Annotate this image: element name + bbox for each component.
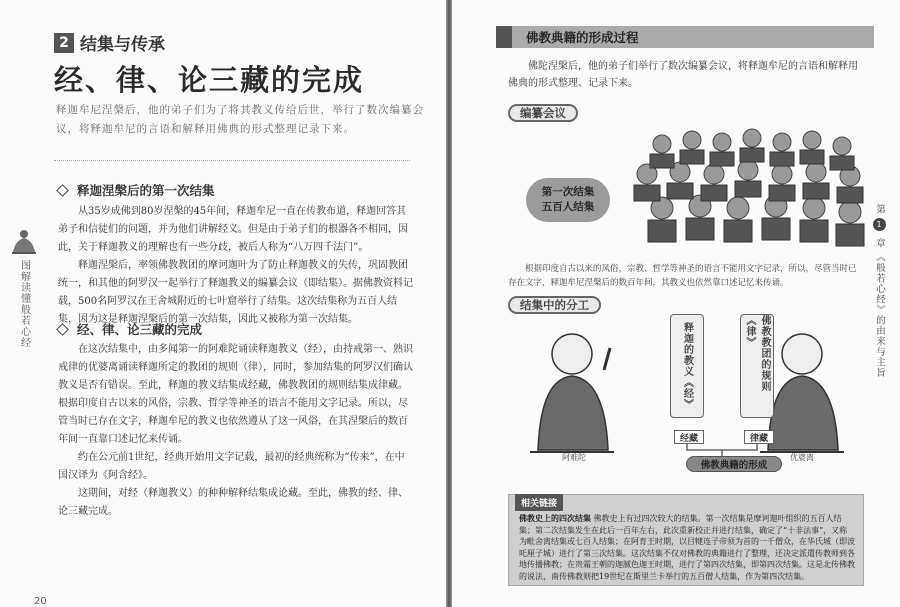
related-tag: 相关链接: [515, 494, 563, 511]
paragraph: 这期间，对经（释迦教义）的种种解释结集成论藏。至此，佛教的经、律、论三藏完成。: [58, 488, 408, 517]
diamond-icon: [56, 323, 69, 336]
paragraph: 释迦涅槃后，率领佛教教团的摩诃迦叶为了防止释迦教义的失传，巩固教团统一，和其他的阿罗汉一起举行了释迦教义的编纂会议（即结集）。据佛教资料记载，500名阿罗汉在王舍城附近的七叶窟举行了结集。这次结集称为五百人结集，因为这是释迦涅槃后的第一次结集，因此又被称为第一次结集。: [58, 260, 413, 325]
divider: [54, 160, 410, 161]
related-heading: 佛教史上的四次结集: [519, 514, 591, 523]
chapter-number: 1: [873, 218, 886, 231]
monk-ananda-figure: [530, 334, 614, 452]
page-title: 经、律、论三藏的完成: [54, 63, 365, 97]
section-title: 结集与传承: [80, 35, 165, 55]
division-diagram: [512, 300, 862, 470]
left-page: [0, 0, 446, 607]
subsection-body-first-council: [58, 203, 414, 329]
scroll-vinaya: [740, 314, 774, 418]
chapter-prefix: 第: [874, 204, 885, 215]
diamond-icon: [56, 184, 69, 197]
illustration-caption: 根据印度自古以来的风俗，宗教、哲学等神圣的语言不能用文字记录，所以，尽管当时已存在文字，释迦牟尼涅槃后的数百年间，其教义也依然靠口述记忆来传诵。: [508, 264, 857, 288]
scroll-sutra: [670, 314, 704, 418]
scroll-label: 佛教教团的规则《律》: [744, 315, 770, 392]
monk-name-ananda: 阿难陀: [562, 453, 586, 462]
buddha-icon: [10, 228, 38, 256]
section-banner: [496, 26, 874, 48]
division-label: 结集中的分工: [508, 296, 601, 314]
monks-assembly-illustration: [622, 122, 872, 257]
book-title-vertical: 图解读懂般若心经: [18, 260, 30, 348]
page-number: 20: [34, 596, 47, 607]
result-label: 佛教典籍的形成: [686, 456, 782, 472]
subsection-heading-first-council: [58, 181, 215, 199]
chapter-title-vertical: 《般若心经》的由来与主旨: [874, 252, 885, 378]
related-text: [519, 513, 855, 582]
subsection-title: 经、律、论三藏的完成: [77, 322, 203, 337]
tag-vinaya-pitaka: 律藏: [744, 430, 774, 444]
chapter-side-tab: [866, 200, 892, 378]
side-navigation-tab: [10, 228, 38, 348]
intro-text: 释迦牟尼涅槃后，他的弟子们为了将其教义传给后世，举行了数次编纂会议，将释迦牟尼的言语和解释用佛典的形式整理记录下来。: [56, 104, 424, 135]
intro-text: 佛陀涅槃后，他的弟子们举行了数次编纂会议，将释迦牟尼的言语和解释用佛典的形式整理、记录下来。: [508, 61, 858, 89]
section-number: 2: [54, 33, 74, 53]
chapter-suffix: 章: [874, 237, 885, 248]
paragraph: 从35岁成佛到80岁涅槃的45年间，释迦牟尼一直在传教布道，释迦回答其弟子和信徒们的问题，并为他们讲解经义。但是由于弟子们的根器各不相同，因此，关于释迦教义的理解也有一些分歧，被后人称为“八万四千法门”。: [58, 206, 408, 253]
paragraph: 在这次结集中，由多闻第一的阿难陀诵读释迦教义（经），由持戒第一、熟识戒律的优婆离诵读释迦所定的教团的规则（律），同时，参加结集的阿罗汉们确认教义是否有错误。至此，释迦的教义结集成经藏，佛教教团的规则结集成律藏。根据印度自古以来的风俗，宗教、哲学等神圣的语言不能用文字记录。所以，尽管当时已存在文字，释迦牟尼的教义也依然遵从了这一风俗，在其涅槃后的数百年间一直靠口述记忆来传诵。: [58, 344, 413, 445]
subsection-heading-tripitaka: [58, 320, 202, 338]
speech-line: 第一次结集: [541, 186, 595, 198]
council-label: 编纂会议: [508, 104, 578, 122]
speech-bubble: [526, 178, 610, 222]
subsection-body-tripitaka: [58, 341, 414, 521]
section-header: [54, 30, 165, 55]
scroll-label: 释迦的教义《经》: [681, 322, 693, 410]
paragraph: 约在公元前1世纪，经典开始用文字记载，最初的经典统称为“传来”，在中国汉译为《阿含经》。: [58, 452, 405, 481]
subsection-title: 释迦涅槃后的第一次结集: [77, 183, 215, 198]
right-page: [452, 0, 900, 607]
related-body: 佛教史上有过四次较大的结集。第一次结集是摩诃迦叶组织的五百人结集；第二次结集发生在此后一百年左右，此次重新校正并进行结集，确定了“十非法事”，又称为毗舍离结集或七百人结集；在阿育王时期，以目犍连子帝须为首的一千僧众，在华氏城（即波吒厘子城）进行了第三次结集。这次结集不仅对佛教的典籍进行了整理，还决定派遣传教师到各地传播佛教；在贵霜王朝的迦腻色迦王时期，进行了第四次结集，即第四次结集。这是北传佛教的说法，南传佛教则把19世纪在斯里兰卡举行的五百僧人结集，作为第四次结集。: [519, 514, 855, 581]
monk-name-upali: 优婆离: [790, 453, 814, 462]
speech-line: 五百人结集: [541, 201, 595, 213]
banner-marker: [496, 26, 512, 48]
banner-title: 佛教典籍的形成过程: [526, 30, 639, 45]
tag-sutra-pitaka: 经藏: [674, 430, 704, 444]
related-info-box: [508, 494, 864, 586]
